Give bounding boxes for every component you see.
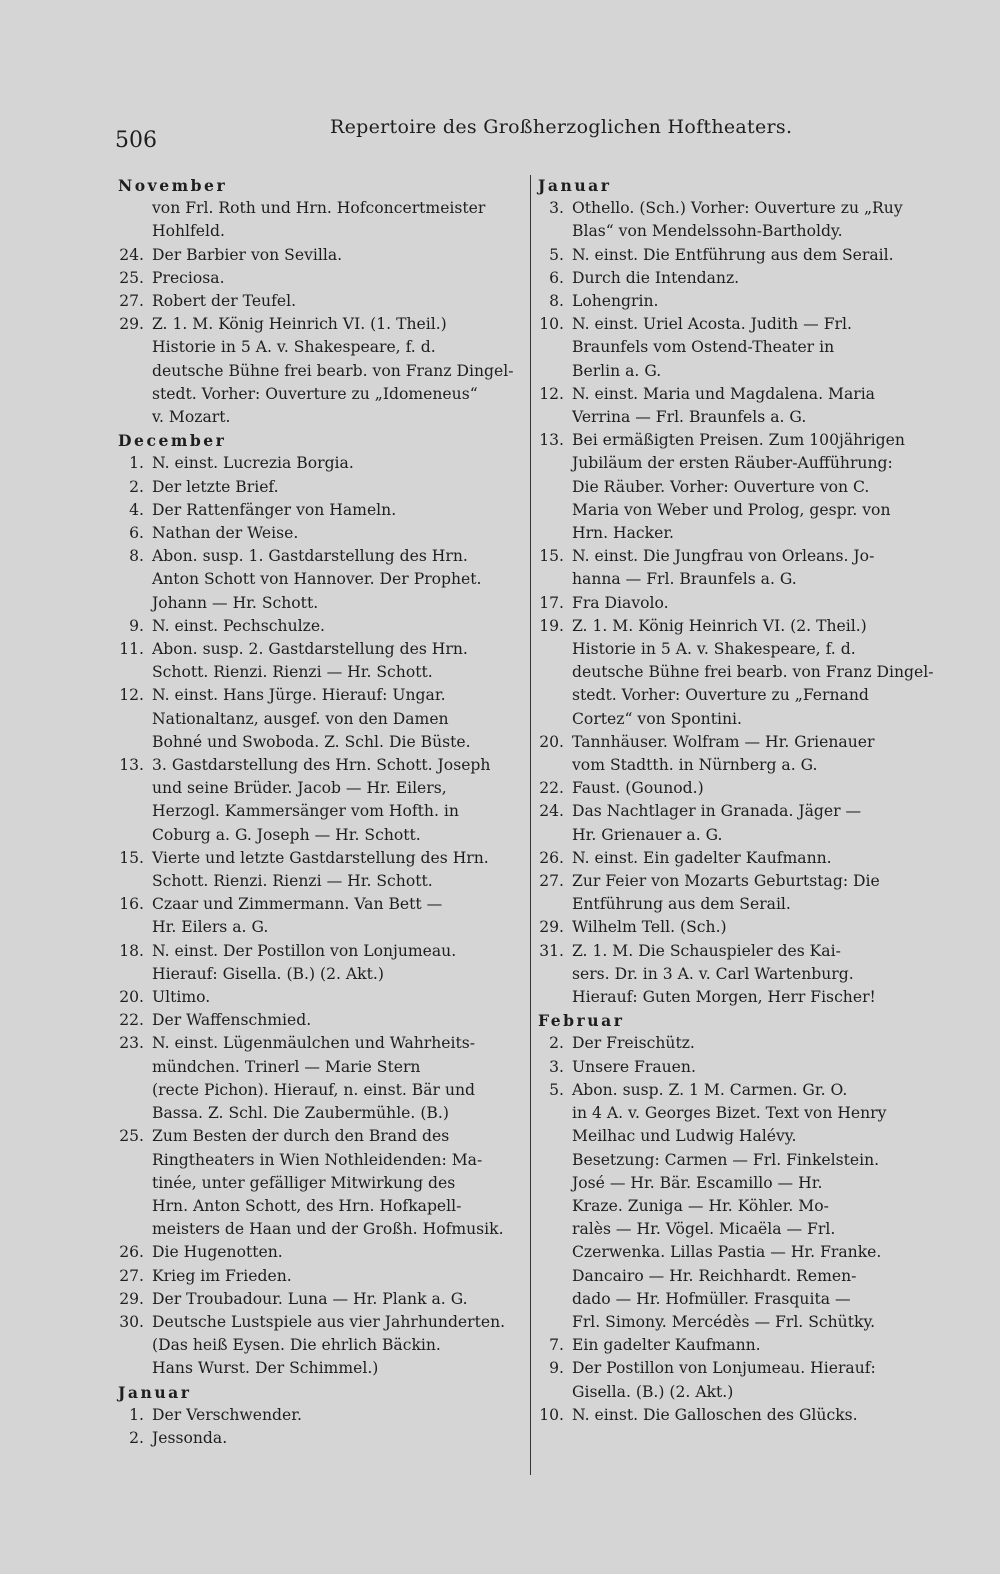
entry-text: Das Nachtlager in Granada. Jäger — Hr. Grienauer a. G. xyxy=(572,802,862,844)
performance-entry xyxy=(118,615,528,638)
entry-date: 5. xyxy=(549,245,564,264)
performance-entry xyxy=(118,940,528,986)
performance-entry xyxy=(538,197,948,243)
entry-date: 8. xyxy=(129,547,144,566)
entry-date: 3. xyxy=(549,199,564,218)
performance-entry xyxy=(538,1357,948,1403)
entry-date: 23. xyxy=(119,1034,144,1053)
performance-entry xyxy=(538,290,948,313)
performance-entry xyxy=(118,1404,528,1427)
entry-text: 3. Gastdarstellung des Hrn. Schott. Joseph und seine Brüder. Jacob — Hr. Eilers, Herzogl. Kammersänger vom Hofth. in Coburg a. G. Joseph — Hr. Schott. xyxy=(152,756,491,844)
entry-text: N. einst. Ein gadelter Kaufmann. xyxy=(572,848,832,867)
entry-text: Durch die Intendanz. xyxy=(572,268,740,287)
performance-entry xyxy=(118,638,528,684)
entry-date: 7. xyxy=(549,1336,564,1355)
entry-text: Ultimo. xyxy=(152,988,211,1007)
entry-date: 12. xyxy=(539,384,564,403)
entry-date: 10. xyxy=(539,1405,564,1424)
entry-date: 13. xyxy=(119,756,144,775)
entry-text: Preciosa. xyxy=(152,268,225,287)
entry-date: 31. xyxy=(539,941,564,960)
performance-entry xyxy=(538,847,948,870)
entry-text: Nathan der Weise. xyxy=(152,524,299,543)
entry-date: 27. xyxy=(119,1266,144,1285)
entry-date: 30. xyxy=(119,1312,144,1331)
performance-entry xyxy=(118,754,528,847)
performance-entry xyxy=(118,244,528,267)
performance-entry xyxy=(118,267,528,290)
entry-text: Othello. (Sch.) Vorher: Ouverture zu „Ruy Blas“ von Mendelssohn-Bartholdy. xyxy=(572,199,903,241)
right-column xyxy=(538,174,948,1427)
performance-entry xyxy=(118,1032,528,1125)
running-head: Repertoire des Großherzoglichen Hoftheaters. xyxy=(330,116,793,138)
performance-entry xyxy=(118,1125,528,1241)
entry-date: 29. xyxy=(539,918,564,937)
entry-date: 25. xyxy=(119,1127,144,1146)
entry-date: 8. xyxy=(549,292,564,310)
entry-text: N. einst. Die Jungfrau von Orleans. Jo- hanna — Frl. Braunfels a. G. xyxy=(572,547,875,589)
entry-text: N. einst. Maria und Magdalena. Maria Verrina — Frl. Braunfels a. G. xyxy=(572,384,875,427)
entry-date: 29. xyxy=(119,1289,144,1308)
entry-text: Wilhelm Tell. (Sch.) xyxy=(572,918,727,937)
performance-entry xyxy=(538,916,948,939)
month-heading: November xyxy=(118,176,228,195)
entry-text: N. einst. Die Entführung aus dem Serail. xyxy=(572,245,894,264)
entry-text: N. einst. Die Galloschen des Glücks. xyxy=(572,1405,858,1424)
performance-entry xyxy=(538,1079,948,1334)
entry-text: N. einst. Lügenmäulchen und Wahrheits- mündchen. Trinerl — Marie Stern (recte Pichon). Hierauf, n. einst. Bär und Bassa. Z. Schl. Die Zaubermühle. (B.) xyxy=(152,1034,476,1123)
entry-date: 29. xyxy=(119,315,144,334)
entry-date: 18. xyxy=(119,941,144,960)
entry-text: Der Freischütz. xyxy=(572,1034,695,1053)
performance-entry xyxy=(538,244,948,267)
performance-entry xyxy=(118,313,528,429)
performance-entry xyxy=(118,1288,528,1311)
entry-text: Abon. susp. Z. 1 M. Carmen. Gr. O. in 4 A. v. Georges Bizet. Text von Henry Meilhac und Ludwig Halévy. Besetzung: Carmen — Frl. Finkelstein. José — Hr. Bär. Escamillo — Hr. Kraze. Zuniga — Hr. Köhler. Mo- ralès — Hr. Vögel. Micaëla — Frl. Czerwenka. Lillas Pastia — Hr. Franke. Dancairo — Hr. Reichhardt. Remen- dado — Hr. Hofmüller. Frasquita — Frl. Simony. Mercédès — Frl. Schütky. xyxy=(572,1080,887,1331)
entry-text: Z. 1. M. König Heinrich VI. (1. Theil.) Historie in 5 A. v. Shakespeare, f. d. deutsche Bühne frei bearb. von Franz Dingel- stedt. Vorher: Ouverture zu „Idomeneus“ v. Mozart. xyxy=(152,315,514,427)
performance-entry xyxy=(118,1241,528,1264)
performance-entry xyxy=(538,800,948,846)
performance-entry xyxy=(118,290,528,313)
performance-entry xyxy=(538,1334,948,1357)
entry-date: 1. xyxy=(129,1405,144,1424)
page-number: 506 xyxy=(115,128,157,153)
entry-date: 6. xyxy=(129,524,144,543)
entry-date: 15. xyxy=(119,848,144,867)
performance-entry xyxy=(538,1404,948,1427)
entry-text: Zum Besten der durch den Brand des Ringtheaters in Wien Nothleidenden: Ma- tinée, unter gefälliger Mitwirkung des Hrn. Anton Schott, des Hrn. Hofkapell- meisters de Haan und der Großh. Hofmusik. xyxy=(152,1127,504,1239)
entry-date: 6. xyxy=(549,268,564,287)
entry-date: 27. xyxy=(119,292,144,310)
entry-text: Der Waffenschmied. xyxy=(152,1011,312,1030)
entry-text: N. einst. Hans Jürge. Hierauf: Ungar. Nationaltanz, ausgef. von den Damen Bohné und Swoboda. Z. Schl. Die Büste. xyxy=(152,686,471,751)
performance-entry xyxy=(118,1265,528,1288)
entry-date: 12. xyxy=(119,686,144,705)
month-heading: December xyxy=(118,431,227,451)
entry-date: 1. xyxy=(129,454,144,473)
entry-text: N. einst. Pechschulze. xyxy=(152,616,326,635)
performance-entry xyxy=(538,545,948,591)
entry-text: N. einst. Uriel Acosta. Judith — Frl. Braunfels vom Ostend-Theater in Berlin a. G. xyxy=(572,315,852,380)
performance-entry xyxy=(538,615,948,731)
entry-date: 13. xyxy=(539,431,564,450)
entry-text: Abon. susp. 1. Gastdarstellung des Hrn. Anton Schott von Hannover. Der Prophet. Johann — Hr. Schott. xyxy=(152,547,482,612)
entry-text: Der Postillon von Lonjumeau. Hierauf: Gisella. (B.) (2. Akt.) xyxy=(572,1359,876,1401)
entry-text: Der Rattenfänger von Hameln. xyxy=(152,500,397,519)
entry-date: 26. xyxy=(119,1243,144,1262)
entry-date: 10. xyxy=(539,315,564,334)
entry-text: Tannhäuser. Wolfram — Hr. Grienauer vom Stadtth. in Nürnberg a. G. xyxy=(572,732,875,775)
performance-entry xyxy=(538,777,948,800)
performance-entry xyxy=(118,452,528,475)
entry-text: Z. 1. M. König Heinrich VI. (2. Theil.) Historie in 5 A. v. Shakespeare, f. d. deutsche Bühne frei bearb. von Franz Dingel- stedt. Vorher: Ouverture zu „Fernand Cortez“ von Spontini. xyxy=(572,616,934,728)
entry-text: Der Verschwender. xyxy=(152,1405,302,1424)
entry-date: 19. xyxy=(539,616,564,635)
entry-text: Der Troubadour. Luna — Hr. Plank a. G. xyxy=(152,1289,468,1308)
performance-entry xyxy=(118,545,528,615)
month-heading: Januar xyxy=(538,176,612,195)
entry-text: Faust. (Gounod.) xyxy=(572,779,704,798)
performance-entry xyxy=(538,731,948,777)
entry-date: 22. xyxy=(539,779,564,798)
continued-entry-text: von Frl. Roth und Hrn. Hofconcertmeister Hohlfeld. xyxy=(152,199,486,241)
entry-text: Ein gadelter Kaufmann. xyxy=(572,1336,761,1355)
entry-date: 20. xyxy=(539,732,564,751)
left-column xyxy=(118,174,528,1450)
entry-text: Lohengrin. xyxy=(572,292,659,310)
performance-entry xyxy=(118,476,528,499)
performance-entry xyxy=(118,1311,528,1381)
performance-entry xyxy=(118,522,528,545)
performance-entry xyxy=(118,1427,528,1450)
performance-entry xyxy=(118,847,528,893)
entry-date: 22. xyxy=(119,1011,144,1030)
performance-entry xyxy=(538,267,948,290)
performance-entry xyxy=(118,684,528,754)
month-heading: Februar xyxy=(538,1011,625,1031)
performance-entry xyxy=(538,429,948,545)
column-divider xyxy=(530,175,531,1475)
entry-text: Bei ermäßigten Preisen. Zum 100jährigen Jubiläum der ersten Räuber-Aufführung: Die Räuber. Vorher: Ouverture von C. Maria von Weber und Prolog, gespr. von Hrn. Hacker. xyxy=(572,431,905,543)
month-heading: Januar xyxy=(118,1382,192,1402)
entry-date: 2. xyxy=(549,1034,564,1053)
performance-entry xyxy=(538,383,948,429)
entry-date: 17. xyxy=(539,593,564,612)
entry-text: Vierte und letzte Gastdarstellung des Hrn. Schott. Rienzi. Rienzi — Hr. Schott. xyxy=(152,848,489,891)
entry-text: Deutsche Lustspiele aus vier Jahrhunderten. (Das heiß Eysen. Die ehrlich Bäckin. Hans Wurst. Der Schimmel.) xyxy=(152,1312,506,1378)
entry-text: N. einst. Der Postillon von Lonjumeau. Hierauf: Gisella. (B.) (2. Akt.) xyxy=(152,941,457,983)
entry-date: 9. xyxy=(549,1359,564,1378)
entry-text: Krieg im Frieden. xyxy=(152,1266,292,1285)
performance-entry xyxy=(118,986,528,1009)
entry-date: 16. xyxy=(119,895,144,914)
entry-date: 4. xyxy=(129,500,144,519)
entry-text: N. einst. Lucrezia Borgia. xyxy=(152,454,354,473)
entry-text: Jessonda. xyxy=(152,1428,228,1447)
entry-date: 20. xyxy=(119,988,144,1007)
performance-entry xyxy=(538,313,948,383)
entry-text: Robert der Teufel. xyxy=(152,292,297,310)
entry-date: 25. xyxy=(119,268,144,287)
performance-entry xyxy=(538,1032,948,1055)
performance-entry xyxy=(118,1009,528,1032)
entry-date: 15. xyxy=(539,547,564,566)
entry-text: Der letzte Brief. xyxy=(152,477,279,496)
entry-date: 11. xyxy=(119,640,144,659)
performance-entry xyxy=(538,592,948,615)
entry-text: Unsere Frauen. xyxy=(572,1057,696,1076)
entry-text: Z. 1. M. Die Schauspieler des Kai- sers. Dr. in 3 A. v. Carl Wartenburg. Hierauf: Guten Morgen, Herr Fischer! xyxy=(572,941,876,1007)
performance-entry xyxy=(118,499,528,522)
entry-text: Czaar und Zimmermann. Van Bett — Hr. Eilers a. G. xyxy=(152,895,443,937)
entry-date: 27. xyxy=(539,872,564,891)
performance-entry xyxy=(118,893,528,939)
performance-entry xyxy=(538,940,948,1010)
entry-date: 26. xyxy=(539,848,564,867)
entry-date: 24. xyxy=(539,802,564,821)
entry-date: 9. xyxy=(129,616,144,635)
entry-date: 2. xyxy=(129,1428,144,1447)
entry-text: Die Hugenotten. xyxy=(152,1243,283,1262)
entry-date: 2. xyxy=(129,477,144,496)
performance-entry xyxy=(538,870,948,916)
entry-date: 3. xyxy=(549,1057,564,1076)
entry-text: Der Barbier von Sevilla. xyxy=(152,245,343,264)
entry-date: 24. xyxy=(119,245,144,264)
entry-text: Abon. susp. 2. Gastdarstellung des Hrn. Schott. Rienzi. Rienzi — Hr. Schott. xyxy=(152,640,468,682)
entry-date: 5. xyxy=(549,1080,564,1099)
entry-text: Fra Diavolo. xyxy=(572,593,669,612)
entry-text: Zur Feier von Mozarts Geburtstag: Die Entführung aus dem Serail. xyxy=(572,872,880,914)
performance-entry xyxy=(538,1056,948,1079)
